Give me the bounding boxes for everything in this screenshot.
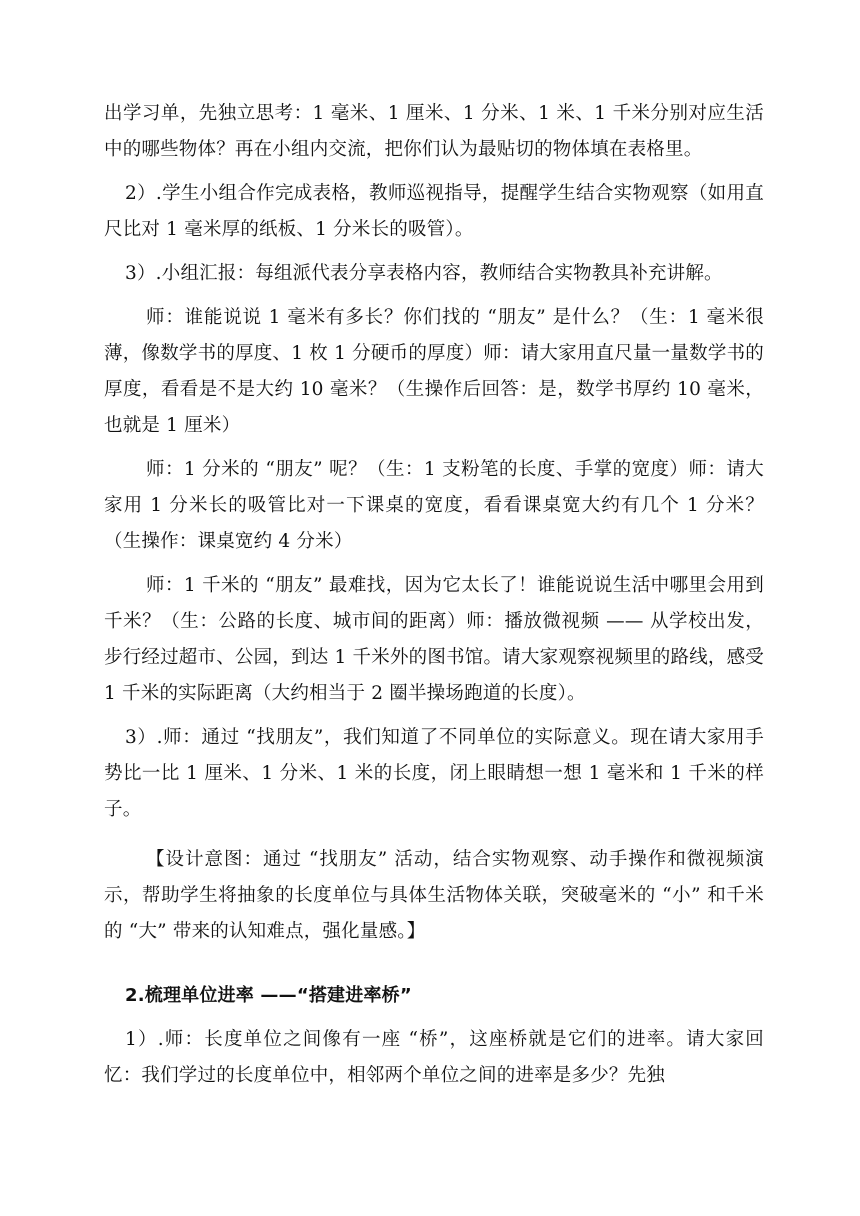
document-body	[104, 96, 764, 1094]
paragraph-worksheet-intro: 出学习单，先独立思考：1 毫米、1 厘米、1 分米、1 米、1 千米分别对应生活中的哪些物体？再在小组内交流，把你们认为最贴切的物体填在表格里。	[104, 103, 764, 160]
paragraph-conversion-bridge: 1）.师：长度单位之间像有一座 “桥”，这座桥就是它们的进率。请大家回忆：我们学过的长度单位中，相邻两个单位之间的进率是多少？先独	[104, 1029, 764, 1086]
section-heading: 2.梳理单位进率 ——“搭建进率桥”	[125, 985, 412, 1006]
paragraph-design-intent: 【设计意图：通过 “找朋友” 活动，结合实物观察、动手操作和微视频演示，帮助学生将抽象的长度单位与具体生活物体关联，突破毫米的 “小” 和千米的 “大” 带来的认知难点，强化量感。】	[104, 849, 764, 942]
paragraph-millimeter-dialogue: 师：谁能说说 1 毫米有多长？你们找的 “朋友” 是什么？（生：1 毫米很薄，像数学书的厚度、1 枚 1 分硬币的厚度）师：请大家用直尺量一量数学书的厚度，看看是不是大约 10 毫米？（生操作后回答：是，数学书厚约 10 毫米，也就是 1 厘米）	[104, 307, 764, 436]
paragraph-kilometer-dialogue: 师：1 千米的 “朋友” 最难找，因为它太长了！谁能说说生活中哪里会用到千米？（生：公路的长度、城市间的距离）师：播放微视频 —— 从学校出发，步行经过超市、公园，到达 1 千米外的图书馆。请大家观察视频里的路线，感受 1 千米的实际距离（大约相当于 2 圈半操场跑道的长度）。	[104, 575, 764, 704]
paragraph-group-report: 3）.小组汇报：每组派代表分享表格内容，教师结合实物教具补充讲解。	[125, 263, 723, 284]
paragraph-gesture-activity: 3）.师：通过 “找朋友”，我们知道了不同单位的实际意义。现在请大家用手势比一比 1 厘米、1 分米、1 米的长度，闭上眼睛想一想 1 毫米和 1 千米的样子。	[104, 727, 764, 820]
paragraph-decimeter-dialogue: 师：1 分米的 “朋友” 呢？（生：1 支粉笔的长度、手掌的宽度）师：请大家用 1 分米长的吸管比对一下课桌的宽度，看看课桌宽大约有几个 1 分米？（生操作：课桌宽约 4 分米）	[104, 459, 764, 552]
paragraph-group-work: 2）.学生小组合作完成表格，教师巡视指导，提醒学生结合实物观察（如用直尺比对 1 毫米厚的纸板、1 分米长的吸管）。	[104, 183, 764, 240]
